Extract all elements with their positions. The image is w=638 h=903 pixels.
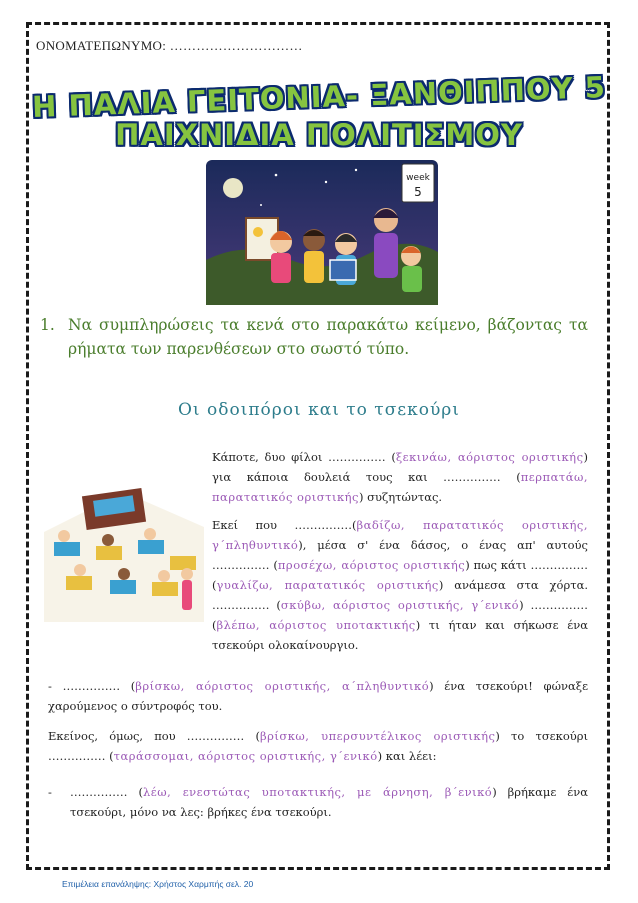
text-segment: , — [321, 749, 330, 763]
grammar-hint: παρατατικός οριστικής — [423, 518, 584, 532]
text-segment: , — [341, 785, 358, 799]
text-segment: , — [332, 558, 342, 572]
grammar-hint: βρίσκω — [259, 729, 306, 743]
week-number: 5 — [414, 185, 422, 199]
grammar-hint: α΄πληθυντικό — [341, 679, 430, 693]
hero-illustration — [206, 160, 438, 305]
text-segment: , — [326, 679, 342, 693]
text-segment: - …………… ( — [48, 679, 136, 693]
title-line-2: ΠΑΙΧΝΙΔΙΑ ΠΟΛΙΤΙΣΜΟΥ — [115, 118, 523, 152]
text-segment: , — [583, 518, 588, 532]
grammar-hint: περπατάω — [520, 470, 584, 484]
story-paragraph-1 — [212, 447, 588, 507]
text-segment: ) ανάμεσα στα χόρτα. …………… ( — [212, 578, 588, 612]
text-segment: ) το τσεκούρι …………… ( — [48, 729, 589, 763]
text-segment: , — [459, 598, 472, 612]
grammar-hint: ταράσσομαι — [113, 749, 190, 763]
text-segment: Εκεί που ……………( — [212, 518, 357, 532]
grammar-hint: με άρνηση — [357, 785, 430, 799]
title-line-1: Η ΠΑΛΙΑ ΓΕΙΤΟΝΙΑ- ΞΑΝΘΙΠΠΟΥ 5 — [31, 69, 607, 125]
text-segment: , — [189, 749, 198, 763]
text-segment: ) τι ήταν και σήκωσε ένα τσεκούρι ολοκαίνουργιο. — [212, 618, 589, 652]
story-paragraph-5 — [48, 782, 588, 822]
name-field — [36, 38, 303, 54]
text-segment: ) …………… ( — [212, 598, 588, 632]
story-title: Οι οδοιπόροι και το τσεκούρι — [178, 400, 460, 420]
text-segment: ) για κάποια δουλειά τους και …………… ( — [212, 450, 589, 484]
text-segment: , — [321, 598, 333, 612]
name-label: ΟΝΟΜΑΤΕΠΩΝΥΜΟ: — [36, 38, 167, 53]
grammar-hint: β΄ενικό — [444, 785, 493, 799]
grammar-hint: λέω — [142, 785, 168, 799]
grammar-hint: παρατατικός οριστικής — [212, 490, 359, 504]
classroom-illustration — [44, 472, 204, 622]
grammar-hint: βρίσκω — [135, 679, 181, 693]
grammar-hint: βαδίζω — [356, 518, 401, 532]
footer-credit: Επιμέλεια επανάληψης: Χρήστος Χαρμπής σελ. 20 — [62, 879, 254, 889]
text-segment: , — [305, 729, 322, 743]
task-text: Να συμπληρώσεις τα κενά στο παρακάτω κείμενο, βάζοντας τα ρήματα των παρενθέσεων στο σωστό τύπο. — [68, 316, 588, 358]
text-segment: Κάποτε, δυο φίλοι …………… ( — [212, 450, 396, 464]
moon-icon — [223, 178, 243, 198]
text-segment: , — [583, 470, 588, 484]
grammar-hint: γ΄πληθυντικό — [212, 538, 299, 552]
grammar-hint: βλέπω — [216, 618, 256, 632]
text-segment: ) ένα τσεκούρι! φώναξε χαρούμενος ο σύντροφός του. — [48, 679, 589, 713]
text-segment: …………… ( — [70, 785, 143, 799]
grammar-hint: αόριστος οριστικής — [457, 450, 584, 464]
task-number: 1. — [40, 316, 55, 334]
text-segment: ), μέσα σ' ένα δάσος, ο ένας απ' αυτούς …………… ( — [212, 538, 588, 572]
text-segment: ) βρήκαμε ένα τσεκούρι, μόνο να λες: βρήκες ένα τσεκούρι. — [70, 785, 588, 819]
story-paragraph-2 — [212, 515, 588, 655]
text-segment: , — [180, 679, 196, 693]
story-paragraph-3 — [48, 676, 588, 716]
grammar-hint: ενεστώτας υποτακτικής — [182, 785, 342, 799]
grammar-hint: σκύβω — [280, 598, 322, 612]
grammar-hint: αόριστος υποτακτικής — [269, 618, 416, 632]
text-segment: , — [269, 578, 285, 592]
text-segment: , — [255, 618, 270, 632]
story-paragraph-4 — [48, 726, 588, 766]
text-segment: , — [400, 518, 424, 532]
text-segment: ) συζητώντας. — [359, 490, 443, 504]
grammar-hint: γυαλίζω — [216, 578, 270, 592]
text-segment: , — [447, 450, 458, 464]
grammar-hint: αόριστος οριστικής — [198, 749, 322, 763]
text-segment: , — [429, 785, 445, 799]
dialogue-dash: - — [48, 785, 52, 799]
grammar-hint: παρατατικός οριστικής — [284, 578, 439, 592]
text-segment: ) και λέει: — [377, 749, 437, 763]
grammar-hint: αόριστος οριστικής — [195, 679, 327, 693]
grammar-hint: γ΄ενικό — [329, 749, 378, 763]
text-segment: ) πως κάτι …………… ( — [212, 558, 589, 592]
text-segment: Εκείνος, όμως, που …………… ( — [48, 729, 260, 743]
text-segment: , — [167, 785, 183, 799]
name-dots: ………………………… — [169, 38, 303, 53]
week-label: week — [406, 173, 430, 183]
story-column — [212, 447, 588, 663]
grammar-hint: προσέχω — [277, 558, 333, 572]
task-instruction — [40, 313, 588, 361]
grammar-hint: ξεκινάω — [395, 450, 448, 464]
grammar-hint: αόριστος οριστικής — [333, 598, 460, 612]
grammar-hint: αόριστος οριστικής — [341, 558, 466, 572]
grammar-hint: υπερσυντέλικος οριστικής — [321, 729, 496, 743]
grammar-hint: γ΄ενικό — [471, 598, 520, 612]
